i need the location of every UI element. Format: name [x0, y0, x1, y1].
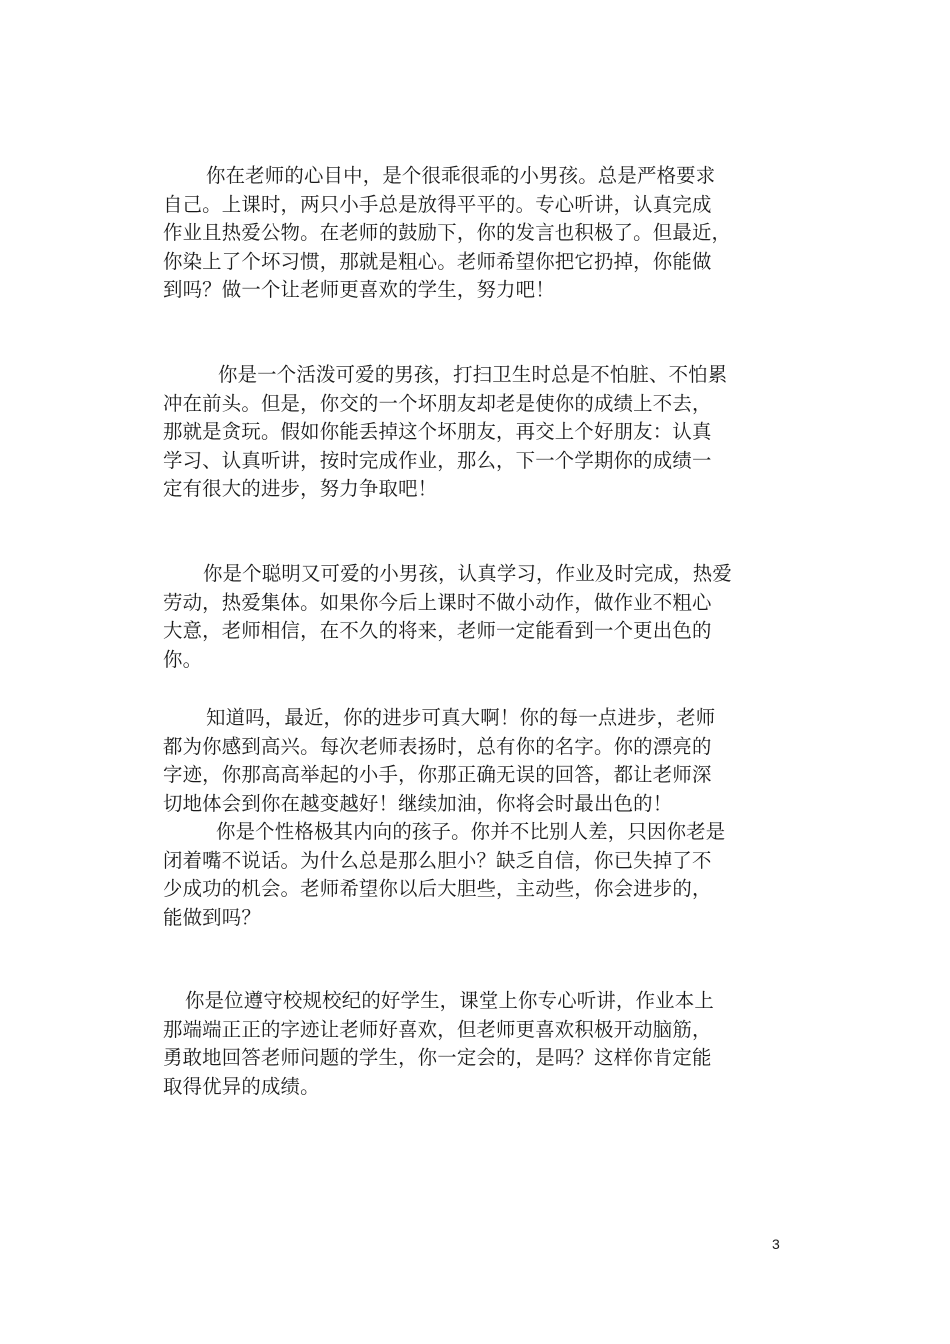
paragraph-line: 冲在前头。但是，你交的一个坏朋友却老是使你的成绩上不去，	[163, 391, 712, 415]
comment-paragraph-5	[163, 818, 763, 932]
paragraph-line: 勇敢地回答老师问题的学生，你一定会的，是吗？这样你肯定能	[163, 1046, 712, 1070]
paragraph-line: 你是一个活泼可爱的男孩，打扫卫生时总是不怕脏、不怕累	[218, 363, 728, 386]
paragraph-line: 切地体会到你在越变越好！继续加油，你将会时最出色的！	[163, 791, 673, 815]
paragraph-line: 你在老师的心目中，是个很乖很乖的小男孩。总是严格要求	[206, 164, 716, 187]
paragraph-line: 大意，老师相信，在不久的将来，老师一定能看到一个更出色的	[163, 619, 712, 643]
paragraph-line: 少成功的机会。老师希望你以后大胆些，主动些，你会进步的，	[163, 877, 712, 901]
paragraph-line: 你是个性格极其内向的孩子。你并不比别人差，只因你老是	[216, 820, 726, 843]
comment-paragraph-1	[163, 162, 763, 305]
comment-paragraph-2	[163, 361, 763, 504]
paragraph-line: 作业且热爱公物。在老师的鼓励下，你的发言也积极了。但最近，	[163, 221, 732, 245]
paragraph-line: 你是位遵守校规校纪的好学生，课堂上你专心听讲，作业本上	[185, 989, 714, 1012]
paragraph-line: 都为你感到高兴。每次老师表扬时，总有你的名字。你的漂亮的	[163, 734, 712, 758]
paragraph-line: 你是个聪明又可爱的小男孩，认真学习，作业及时完成，热爱	[203, 562, 732, 585]
paragraph-line: 学习、认真听讲，按时完成作业，那么，下一个学期你的成绩一	[163, 448, 712, 472]
comment-paragraph-3	[163, 560, 763, 674]
paragraph-line: 取得优异的成绩。	[163, 1074, 320, 1098]
paragraph-line: 能做到吗？	[163, 905, 261, 929]
paragraph-line: 到吗？做一个让老师更喜欢的学生，努力吧！	[163, 278, 555, 302]
paragraph-line: 定有很大的进步，努力争取吧！	[163, 477, 438, 501]
paragraph-line: 闭着嘴不说话。为什么总是那么胆小？缺乏自信，你已失掉了不	[163, 848, 712, 872]
paragraph-line: 你。	[163, 647, 203, 671]
page-number: 3	[772, 1236, 780, 1252]
paragraph-line: 劳动，热爱集体。如果你今后上课时不做小动作，做作业不粗心	[163, 590, 712, 614]
paragraph-line: 那端端正正的字迹让老师好喜欢，但老师更喜欢积极开动脑筋，	[163, 1017, 712, 1041]
paragraph-line: 你染上了个坏习惯，那就是粗心。老师希望你把它扔掉，你能做	[163, 249, 712, 273]
paragraph-line: 那就是贪玩。假如你能丢掉这个坏朋友，再交上个好朋友：认真	[163, 420, 712, 444]
comment-paragraph-6	[163, 987, 763, 1101]
comment-paragraph-4	[163, 704, 763, 818]
paragraph-line: 知道吗，最近，你的进步可真大啊！你的每一点进步，老师	[206, 706, 716, 729]
paragraph-line: 字迹，你那高高举起的小手，你那正确无误的回答，都让老师深	[163, 763, 712, 787]
paragraph-line: 自己。上课时，两只小手总是放得平平的。专心听讲，认真完成	[163, 192, 712, 216]
